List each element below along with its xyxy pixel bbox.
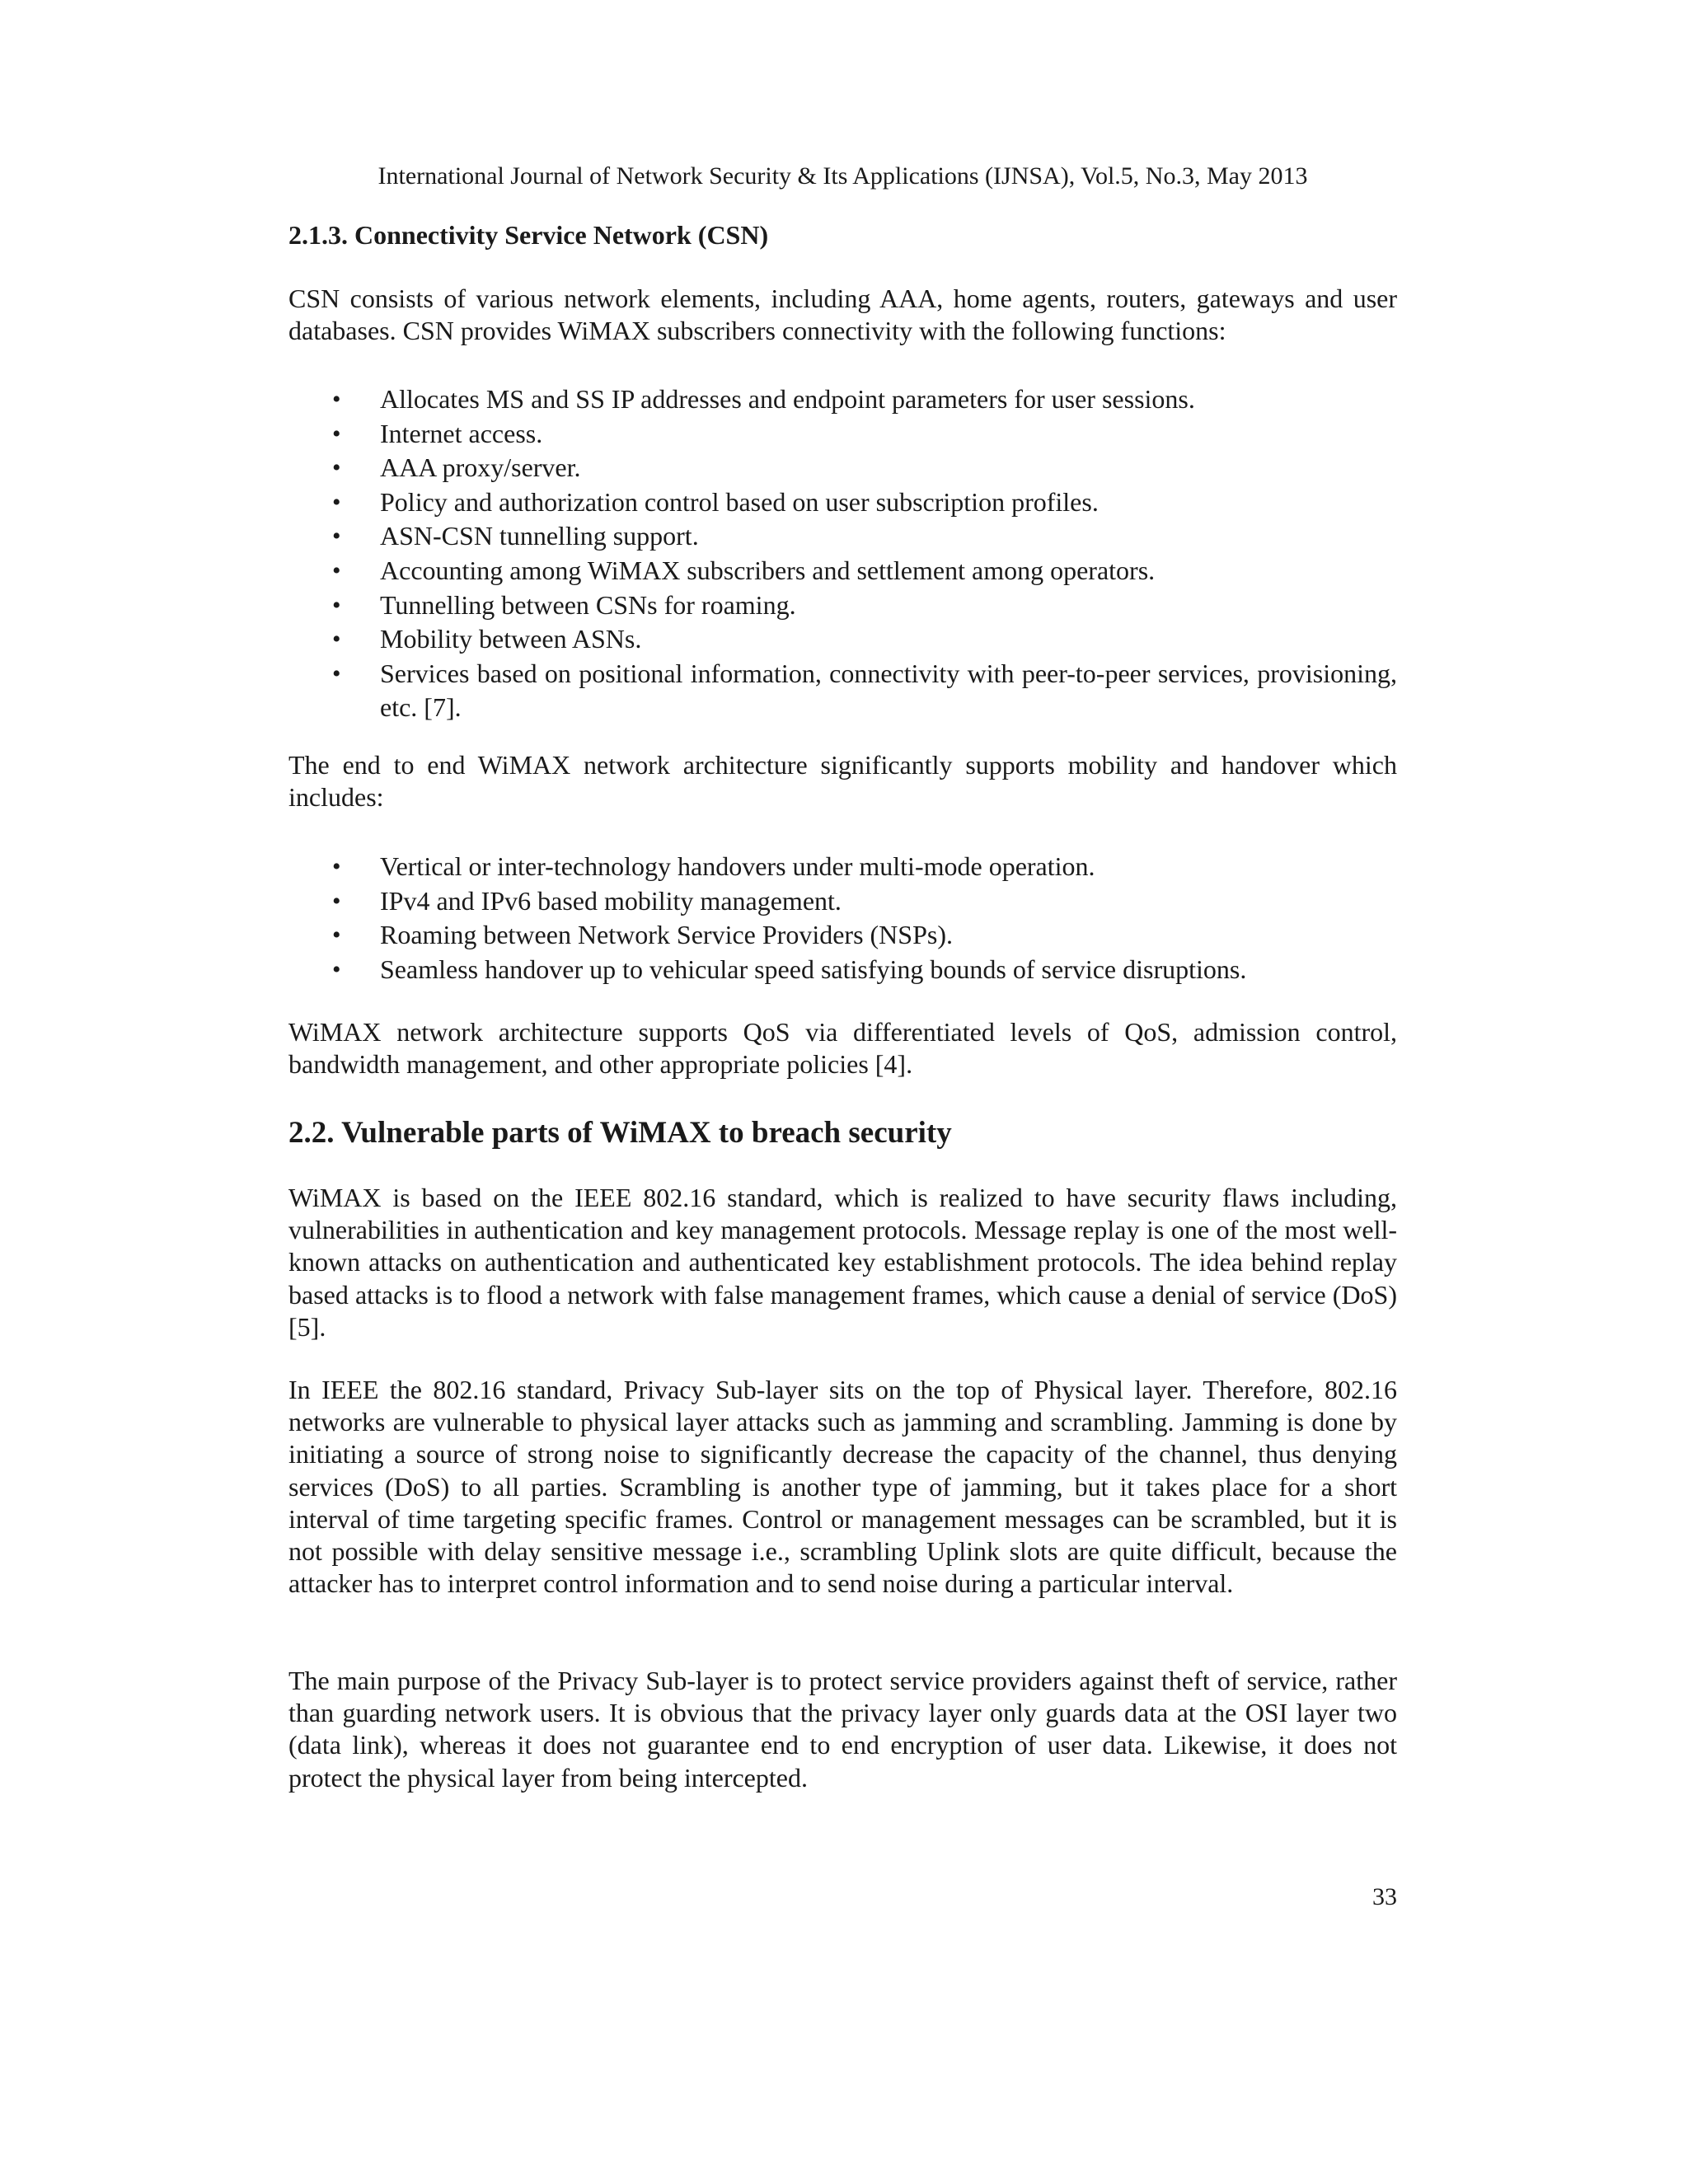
section-heading-csn: 2.1.3. Connectivity Service Network (CSN) (288, 220, 769, 250)
list-item: • Mobility between ASNs. (288, 622, 1397, 657)
bullet-icon: • (332, 626, 341, 654)
list-item: • AAA proxy/server. (288, 451, 1397, 485)
qos-paragraph: WiMAX network architecture supports QoS via differentiated levels of QoS, admission control, bandwidth management, and other appropriate policies [4]. (288, 1017, 1397, 1080)
bullet-icon: • (332, 556, 341, 584)
bullet-icon: • (332, 454, 341, 482)
list-item: • Tunnelling between CSNs for roaming. (288, 588, 1397, 623)
list-item: • Internet access. (288, 417, 1397, 452)
bullet-icon: • (332, 591, 341, 619)
body-paragraph: The main purpose of the Privacy Sub-layer is to protect service providers against theft of service, rather than guarding network users. It is obvious that the privacy layer only guards data at the OSI layer two (data link), whereas it does not guarantee end to end encryption of user data. Likewise, it does not protect the physical layer from being intercepted. (288, 1666, 1397, 1793)
csn-intro-paragraph: CSN consists of various network elements, including AAA, home agents, routers, gateways and user databases. CSN provides WiMAX subscribers connectivity with the following functions: (288, 284, 1397, 346)
bullet-icon: • (332, 659, 341, 687)
list-item: • Seamless handover up to vehicular speed satisfying bounds of service disruptions. (288, 953, 1397, 987)
list-item: • Accounting among WiMAX subscribers and settlement among operators. (288, 554, 1397, 588)
body-paragraph: In IEEE the 802.16 standard, Privacy Sub-layer sits on the top of Physical layer. Therefore, 802.16 networks are vulnerable to physical layer attacks such as jamming and scrambling. Jamming is done by initiating a source of strong noise to significantly decrease the capacity of the channel, thus denying services (DoS) to all parties. Scrambling is another type of jamming, but it takes place for a short interval of time targeting specific frames. Control or management messages can be scrambled, but it is not possible with delay sensitive message i.e., scrambling Uplink slots are quite difficult, because the attacker has to interpret control information and to send noise during a particular interval. (288, 1375, 1397, 1599)
list-item: • Services based on positional information, connectivity with peer-to-peer services, provisioning, etc. [7]. (332, 658, 1397, 723)
csn-functions-list (288, 382, 1397, 725)
bullet-icon: • (332, 921, 341, 949)
bullet-icon: • (332, 853, 341, 880)
page-number: 33 (1372, 1883, 1397, 1910)
list-item: • Vertical or inter-technology handovers under multi-mode operation. (288, 850, 1397, 884)
running-header: International Journal of Network Security & Its Applications (IJNSA), Vol.5, No.3, May 2013 (377, 162, 1308, 190)
mobility-intro-paragraph: The end to end WiMAX network architecture significantly supports mobility and handover which includes: (288, 750, 1397, 813)
list-item: • Roaming between Network Service Providers (NSPs). (288, 918, 1397, 953)
bullet-icon: • (332, 419, 341, 448)
list-item: • ASN-CSN tunnelling support. (288, 519, 1397, 554)
bullet-icon: • (332, 955, 341, 983)
list-item: • Allocates MS and SS IP addresses and endpoint parameters for user sessions. (288, 382, 1397, 417)
bullet-icon: • (332, 386, 341, 413)
bullet-icon: • (332, 887, 341, 915)
list-item: • IPv4 and IPv6 based mobility management. (288, 884, 1397, 919)
mobility-list (288, 850, 1397, 987)
bullet-icon: • (332, 523, 341, 551)
body-paragraph: WiMAX is based on the IEEE 802.16 standard, which is realized to have security flaws including, vulnerabilities in authentication and key management protocols. Message replay is one of the most well-known attacks on authentication and authenticated key establishment protocols. The idea behind replay based attacks is to flood a network with false management frames, which cause a denial of service (DoS) [5]. (288, 1183, 1397, 1342)
section-heading-vulnerable: 2.2. Vulnerable parts of WiMAX to breach security (288, 1116, 952, 1150)
list-item: • Policy and authorization control based on user subscription profiles. (288, 485, 1397, 520)
bullet-icon: • (332, 488, 341, 516)
